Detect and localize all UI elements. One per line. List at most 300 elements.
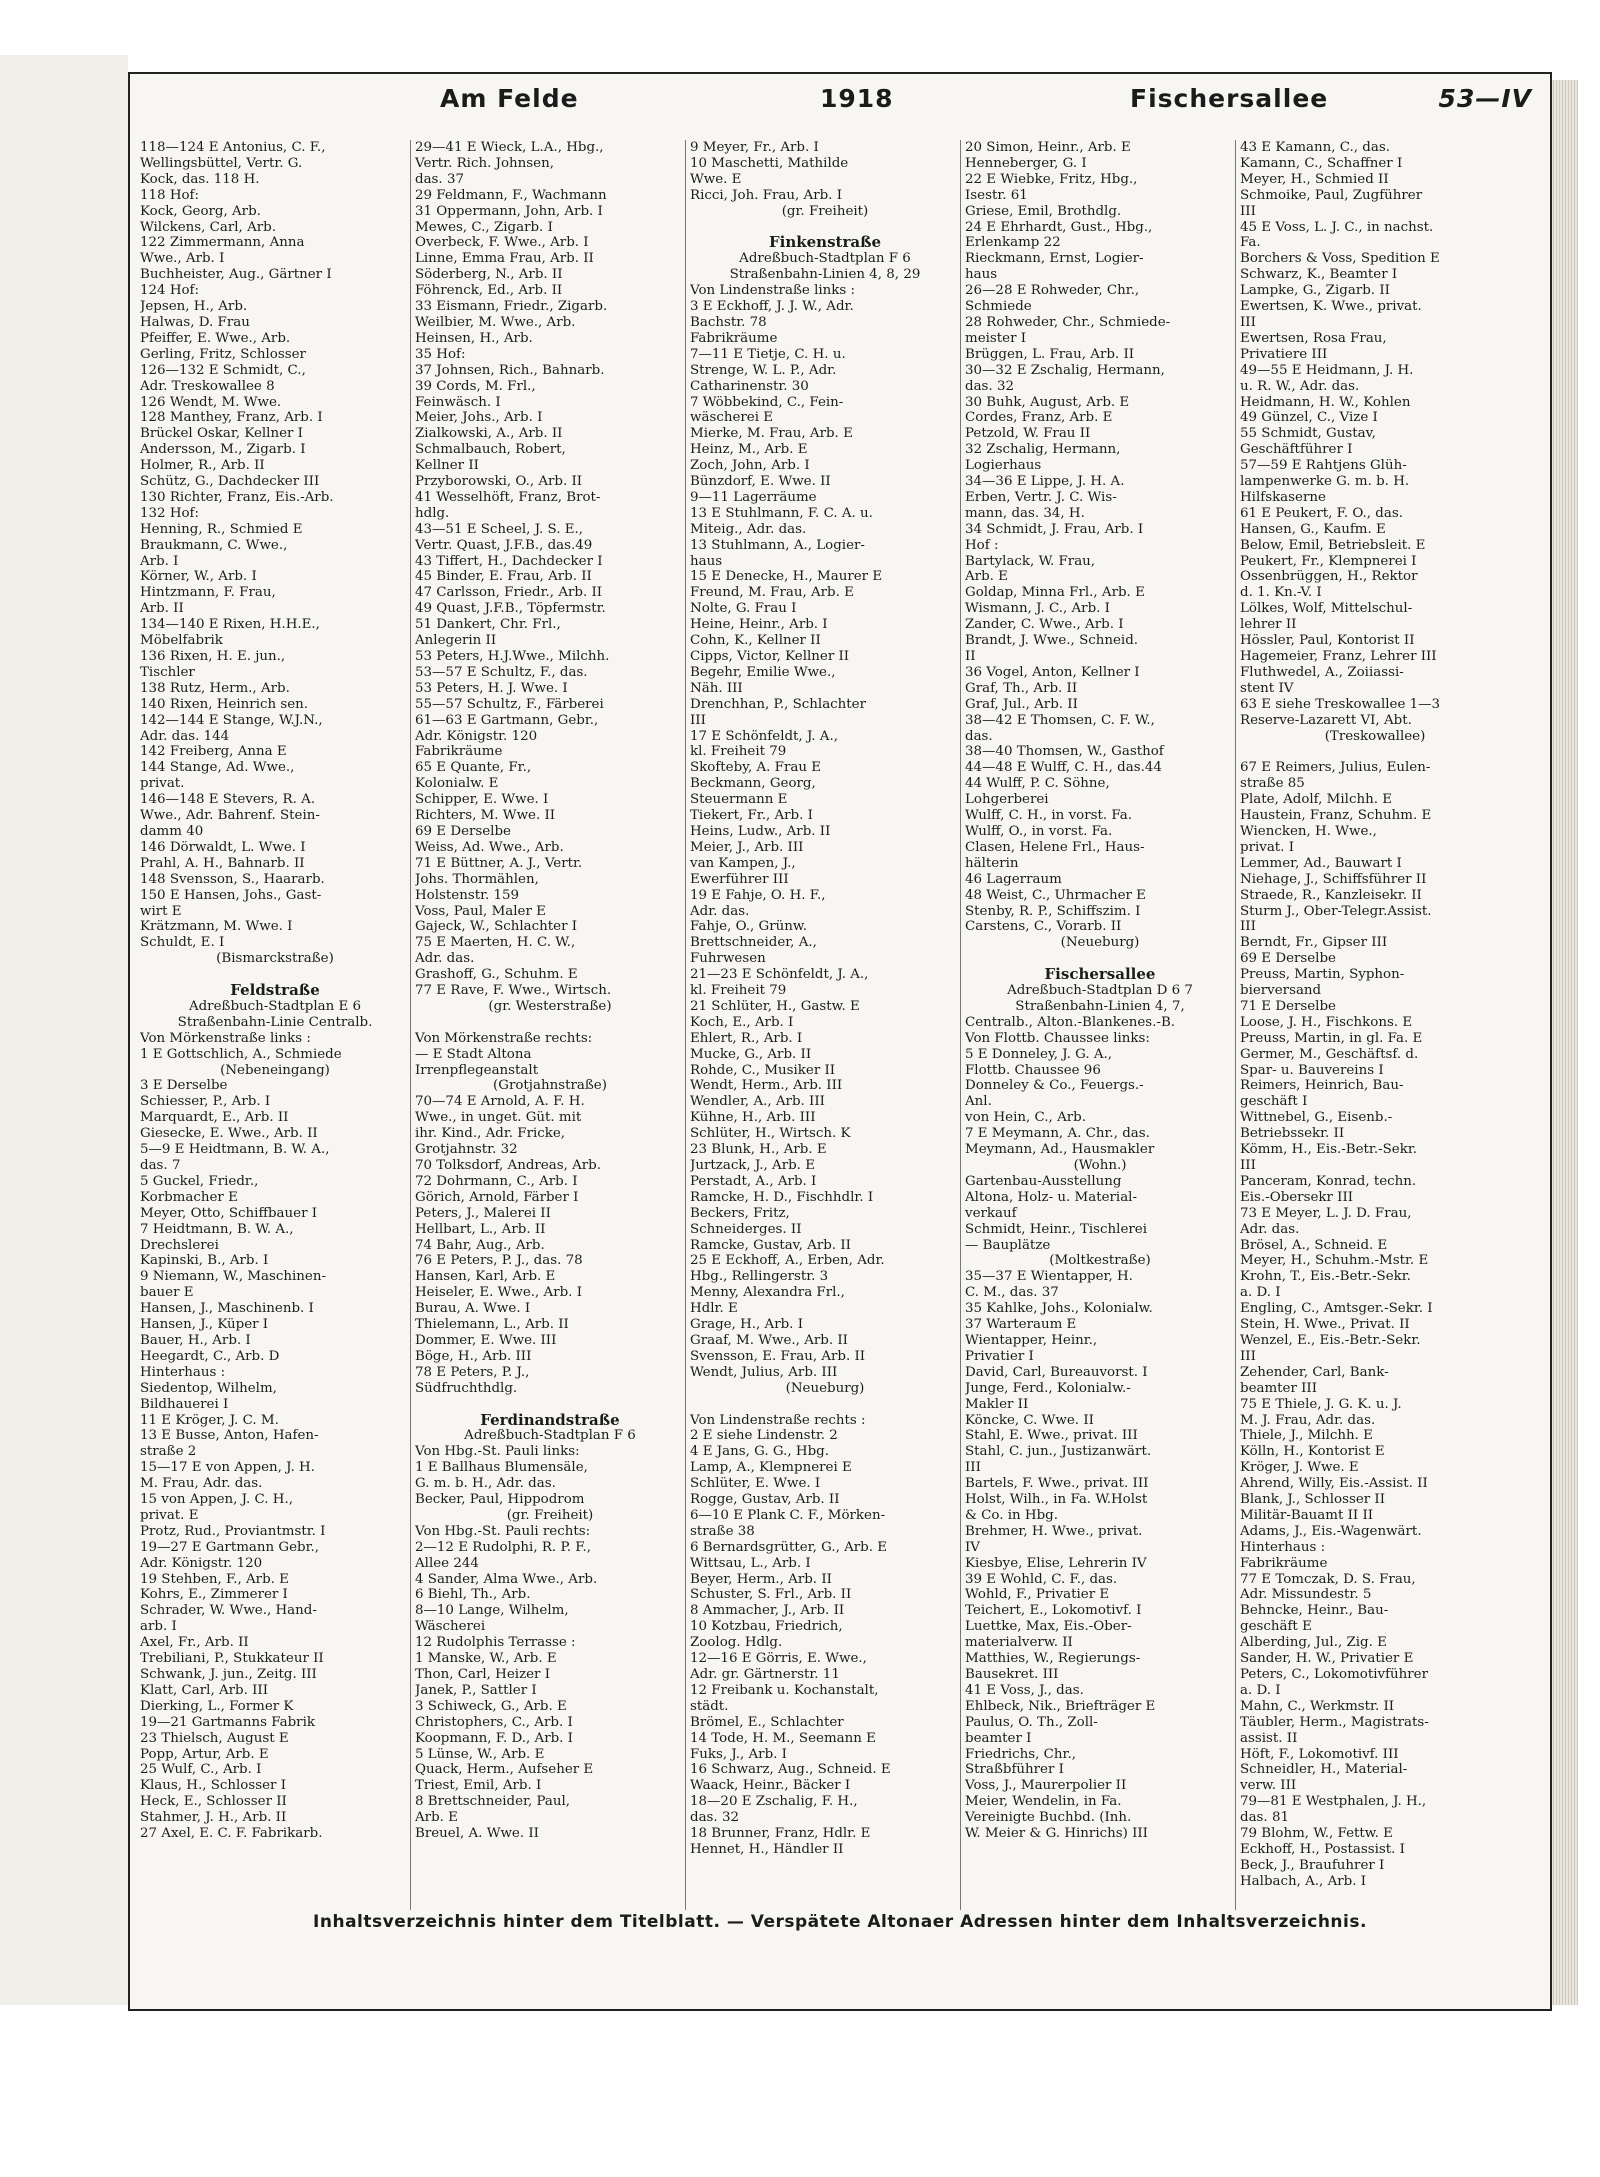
directory-line: Cohn, K., Kellner II (690, 633, 821, 649)
directory-line (140, 967, 410, 983)
directory-line: Näh. III (690, 680, 743, 696)
directory-line: Jurtzack, J., Arb. E (690, 1158, 815, 1173)
directory-line: Kömm, H., Eis.-Betr.-Sekr. (1240, 1142, 1418, 1158)
directory-line: Johs. Thormählen, (415, 871, 539, 887)
directory-line: Janek, P., Sattler I (415, 1682, 537, 1698)
directory-line: 79 Blohm, W., Fettw. E (1240, 1826, 1393, 1842)
directory-line: Ewertsen, Rosa Frau, (1240, 330, 1387, 346)
directory-line: Plate, Adolf, Milchh. E (1240, 792, 1392, 808)
directory-line: 5 E Donneley, J. G. A., (965, 1046, 1113, 1062)
directory-line: Fabrikräume (690, 330, 778, 346)
directory-line: 7 E Meymann, A. Chr., das. (965, 1126, 1150, 1142)
directory-line: Przyborowski, O., Arb. II (415, 474, 583, 490)
directory-line: Schlüter, H., Wirtsch. K (690, 1126, 851, 1142)
directory-line: (gr. Freiheit) (781, 203, 869, 219)
directory-line: Wientapper, Heinr., (965, 1332, 1098, 1348)
directory-line: III (1240, 919, 1256, 935)
directory-line: Schipper, E. Wwe. I (415, 792, 549, 808)
directory-line: Von Lindenstraße rechts : (690, 1412, 866, 1428)
column-divider (410, 140, 411, 1910)
directory-line: Ossenbrüggen, H., Rektor (1240, 569, 1418, 585)
directory-line: Täubler, Herm., Magistrats- (1240, 1714, 1429, 1730)
directory-line: 53 Peters, H.J.Wwe., Milchh. (415, 649, 610, 664)
column-divider (685, 140, 686, 1910)
directory-line: Heinsen, H., Arb. (415, 330, 533, 346)
directory-line: Holmer, R., Arb. II (140, 458, 265, 474)
directory-line: Brüggen, L. Frau, Arb. II (965, 346, 1135, 362)
directory-line (965, 951, 1235, 967)
directory-line: 55—57 Schultz, F., Färberei (415, 696, 604, 712)
column-divider (1235, 140, 1236, 1910)
directory-line: Meyer, Otto, Schiffbauer I (140, 1205, 318, 1221)
directory-line: (Moltkestraße) (1049, 1253, 1151, 1269)
directory-line: Mierke, M. Frau, Arb. E (690, 426, 853, 442)
column-4 (965, 140, 1235, 1842)
directory-line: Flottb. Chaussee 96 (965, 1062, 1101, 1078)
directory-line: M. Frau, Adr. das. (140, 1476, 263, 1492)
column-divider (960, 140, 961, 1910)
directory-line: Rogge, Gustav, Arb. II (690, 1492, 840, 1508)
directory-line: Wulff, O., in vorst. Fa. (965, 823, 1113, 839)
directory-line: Stenby, R. P., Schiffszim. I (965, 903, 1141, 919)
directory-line: Militär-Bauamt II II (1240, 1507, 1374, 1523)
directory-line: Adr. das. (690, 903, 750, 919)
directory-line: Heine, Heinr., Arb. I (690, 617, 828, 633)
directory-line: 55 Schmidt, Gustav, (1240, 426, 1376, 442)
directory-line: Reserve-Lazarett VI, Abt. (1240, 712, 1412, 728)
directory-line: Klaus, H., Schlosser I (140, 1778, 286, 1794)
directory-line: 37 Warteraum E (965, 1317, 1077, 1333)
directory-line: Fuhrwesen (690, 951, 766, 967)
directory-line: Mucke, G., Arb. II (690, 1046, 812, 1062)
directory-line: Feinwäsch. I (415, 394, 501, 410)
directory-line: Cordes, Franz, Arb. E (965, 410, 1113, 426)
directory-line: Kohrs, E., Zimmerer I (140, 1587, 288, 1603)
directory-line: Panceram, Konrad, techn. (1240, 1173, 1417, 1189)
directory-line: Arb. I (140, 553, 179, 569)
directory-line: 75 E Thiele, J. G. K. u. J. (1240, 1396, 1402, 1412)
directory-line: geschäft E (1240, 1619, 1312, 1635)
page-stack-edge (1548, 80, 1578, 2005)
directory-line: Wohld, F., Privatier E (965, 1587, 1110, 1603)
directory-line: van Kampen, J., (690, 855, 796, 871)
directory-line: 22 E Wiebke, Fritz, Hbg., (965, 171, 1138, 187)
directory-line: Meier, Johs., Arb. I (415, 410, 543, 426)
directory-line: Schneiderges. II (690, 1221, 802, 1237)
directory-line: Hdlr. E (690, 1301, 738, 1317)
directory-line: Griese, Emil, Brothdlg. (965, 203, 1122, 219)
directory-line: Heinz, M., Arb. E (690, 442, 808, 458)
directory-line: Fa. (1240, 235, 1261, 251)
directory-line: 48 Weist, C., Uhrmacher E (965, 887, 1146, 903)
page-footer: Inhaltsverzeichnis hinter dem Titelblatt. — Verspätete Altonaer Adressen hinter dem Inhaltsverzeichnis. (313, 1912, 1367, 1932)
directory-line: Eckhoff, H., Postassist. I (1240, 1841, 1405, 1857)
directory-line: Ehlert, R., Arb. I (690, 1030, 803, 1046)
directory-line: Linne, Emma Frau, Arb. II (415, 251, 594, 267)
directory-line: Quack, Herm., Aufseher E (415, 1762, 594, 1778)
directory-line: (Grotjahnstraße) (493, 1078, 607, 1094)
directory-line: 146 Dörwaldt, L. Wwe. I (140, 839, 306, 855)
directory-line: 13 Stuhlmann, A., Logier- (690, 537, 865, 553)
directory-line: 130 Richter, Franz, Eis.-Arb. (140, 489, 334, 505)
directory-line: 69 E Derselbe (1240, 951, 1336, 967)
directory-line: Ehlbeck, Nik., Briefträger E (965, 1698, 1156, 1714)
directory-line: Gerling, Fritz, Schlosser (140, 346, 306, 362)
directory-line: Bausekret. III (965, 1667, 1059, 1682)
directory-line: Ramcke, Gustav, Arb. II (690, 1237, 851, 1253)
directory-line: Brückel Oskar, Kellner I (140, 426, 303, 442)
directory-line: Arb. E (415, 1810, 458, 1826)
directory-line: III (1240, 203, 1256, 219)
header-left-street: Am Felde (440, 84, 579, 113)
directory-line: Schmoike, Paul, Zugführer (1240, 187, 1423, 203)
directory-line: ihr. Kind., Adr. Fricke, (415, 1126, 566, 1142)
directory-line: 34—36 E Lippe, J. H. A. (965, 474, 1125, 490)
directory-line: Bartylack, W. Frau, (965, 553, 1096, 569)
directory-line: mann, das. 34, H. (965, 505, 1085, 521)
directory-line: Fluthwedel, A., Zoiiassi- (1240, 664, 1404, 680)
directory-line: Thon, Carl, Heizer I (415, 1667, 550, 1682)
directory-line: Schmalbauch, Robert, (415, 442, 566, 458)
directory-line: a. D. I (1240, 1285, 1281, 1301)
directory-line: Halwas, D. Frau (140, 314, 250, 330)
directory-line: Krohn, T., Eis.-Betr.-Sekr. (1240, 1269, 1411, 1285)
directory-line: Hinterhaus : (1240, 1539, 1326, 1555)
directory-line: Andersson, M., Zigarb. I (140, 442, 306, 458)
directory-line: Behncke, Heinr., Bau- (1240, 1603, 1389, 1619)
directory-line: 5 Lünse, W., Arb. E (415, 1746, 545, 1762)
directory-line: Matthies, W., Regierungs- (965, 1651, 1141, 1667)
directory-line: Straßbführer I (965, 1762, 1064, 1778)
directory-line: Beckers, Fritz, (690, 1205, 790, 1221)
directory-line: Gajeck, W., Schlachter I (415, 919, 578, 935)
directory-line: 79—81 E Westphalen, J. H., (1240, 1794, 1427, 1810)
directory-line: Stahl, C. jun., Justizanwärt. (965, 1444, 1152, 1460)
directory-line: Wittnebel, G., Eisenb.- (1240, 1110, 1393, 1126)
directory-line: 35 Kahlke, Johs., Kolonialw. (965, 1301, 1153, 1317)
directory-line: 70 Tolksdorf, Andreas, Arb. (415, 1158, 602, 1173)
directory-line: Hof : (965, 537, 999, 553)
directory-line: Makler II (965, 1396, 1029, 1412)
directory-line: Stahl, E. Wwe., privat. III (965, 1428, 1138, 1444)
directory-line: Drechslerei (140, 1237, 219, 1253)
directory-line: Pfeiffer, E. Wwe., Arb. (140, 330, 291, 346)
directory-line: 2—12 E Rudolphi, R. P. F., (415, 1539, 591, 1555)
directory-line: Brehmer, H. Wwe., privat. (965, 1523, 1143, 1539)
directory-line: 142—144 E Stange, W.J.N., (140, 712, 323, 728)
directory-line: 28 Rohweder, Chr., Schmiede- (965, 314, 1171, 330)
directory-line: Meyer, H., Schmied II (1240, 171, 1389, 187)
directory-line: Hagemeier, Franz, Lehrer III (1240, 649, 1437, 664)
directory-line: Drenchhan, P., Schlachter (690, 696, 867, 712)
directory-line: Hennet, H., Händler II (690, 1841, 844, 1857)
directory-line: 46 Lagerraum (965, 871, 1062, 887)
directory-line: II (965, 649, 976, 664)
directory-line: stent IV (1240, 680, 1294, 696)
left-page-edge (0, 55, 128, 2005)
column-5 (1240, 140, 1510, 1890)
directory-line: Peukert, Fr., Klempnerei I (1240, 553, 1417, 569)
directory-line: 57—59 E Rahtjens Glüh- (1240, 458, 1407, 474)
directory-line: 44—48 E Wulff, C. H., das.44 (965, 760, 1162, 776)
directory-line: Wwe., Arb. I (140, 251, 225, 267)
directory-line: Thiele, J., Milchh. E (1240, 1428, 1373, 1444)
directory-line: — E Stadt Altona (415, 1046, 532, 1062)
directory-line: verw. III (1240, 1778, 1297, 1794)
directory-line: Protz, Rud., Proviantmstr. I (140, 1523, 326, 1539)
directory-line: Mahn, C., Werkmstr. II (1240, 1698, 1395, 1714)
directory-line: Heck, E., Schlosser II (140, 1794, 287, 1810)
directory-line: Lölkes, Wolf, Mittelschul- (1240, 601, 1413, 617)
directory-line: Meyer, H., Schuhm.-Mstr. E (1240, 1253, 1429, 1269)
directory-line: Overbeck, F. Wwe., Arb. I (415, 235, 589, 251)
directory-line: Steuermann E (690, 792, 788, 808)
header-year: 1918 (820, 84, 894, 113)
directory-line: hälterin (965, 855, 1019, 871)
directory-line: Wenzel, E., Eis.-Betr.-Sekr. (1240, 1332, 1421, 1348)
directory-line: Nolte, G. Frau I (690, 601, 797, 617)
directory-line: Burau, A. Wwe. I (415, 1301, 531, 1317)
directory-line: arb. I (140, 1619, 177, 1635)
directory-line: Kolonialw. E (415, 776, 499, 792)
directory-line: Allee 244 (415, 1555, 479, 1571)
directory-line: Görich, Arnold, Färber I (415, 1189, 579, 1205)
directory-line: Finkenstraße (768, 235, 882, 252)
directory-line: Von Hbg.-St. Pauli rechts: (415, 1523, 591, 1539)
directory-line: Svensson, E. Frau, Arb. II (690, 1348, 866, 1364)
directory-line: 10 Kotzbau, Friedrich, (690, 1619, 843, 1635)
directory-line: Grotjahnstr. 32 (415, 1142, 518, 1158)
directory-line: assist. II (1240, 1730, 1298, 1746)
directory-line: Stein, H. Wwe., Privat. II (1240, 1317, 1410, 1333)
directory-line: haus (690, 553, 723, 569)
directory-line: Hansen, J., Küper I (140, 1317, 269, 1333)
directory-line: straße 2 (140, 1444, 197, 1460)
directory-line: Klatt, Carl, Arb. III (140, 1682, 268, 1698)
directory-line: 35 Hof: (415, 346, 466, 362)
directory-line: Braukmann, C. Wwe., (140, 537, 288, 553)
directory-line: 7 Wöbbekind, C., Fein- (690, 394, 844, 410)
directory-line: Vertr. Rich. Johnsen, (415, 155, 554, 171)
directory-line: Adams, J., Eis.-Wagenwärt. (1240, 1523, 1422, 1539)
directory-line: Von Flottb. Chaussee links: (965, 1030, 1150, 1046)
directory-line: 9 Niemann, W., Maschinen- (140, 1269, 327, 1285)
directory-line: 12—16 E Görris, E. Wwe., (690, 1651, 867, 1667)
directory-line: 63 E siehe Treskowallee 1—3 (1240, 696, 1441, 712)
directory-line: Sander, H. W., Privatier E (1240, 1651, 1414, 1667)
directory-line: Waack, Heinr., Bäcker I (690, 1778, 851, 1794)
directory-line: 138 Rutz, Herm., Arb. (140, 680, 290, 696)
directory-line: Miteig., Adr. das. (690, 521, 807, 537)
directory-line: 1 E Gottschlich, A., Schmiede (140, 1046, 342, 1062)
directory-line: Dierking, L., Former K (140, 1698, 294, 1714)
directory-line: Föhrenck, Ed., Arb. II (415, 283, 563, 299)
directory-line: Gartenbau-Ausstellung (965, 1173, 1122, 1189)
directory-line: Germer, M., Geschäftsf. d. (1240, 1046, 1419, 1062)
directory-line: Wendt, Julius, Arb. III (690, 1364, 838, 1380)
directory-line: d. 1. Kn.-V. I (1240, 585, 1322, 601)
directory-line: das. 32 (690, 1810, 739, 1826)
directory-line: Fahje, O., Grünw. (690, 919, 808, 935)
directory-line: Vereinigte Buchbd. (Inh. (965, 1810, 1132, 1826)
directory-line: Mewes, C., Zigarb. I (415, 219, 553, 235)
directory-line: 53 Peters, H. J. Wwe. I (415, 680, 568, 696)
directory-line: 13 E Busse, Anton, Hafen- (140, 1428, 319, 1444)
directory-line: Wilckens, Carl, Arb. (140, 219, 276, 235)
directory-line: 128 Manthey, Franz, Arb. I (140, 410, 323, 426)
directory-line: von Hein, C., Arb. (965, 1110, 1086, 1126)
directory-line: 13 E Stuhlmann, F. C. A. u. (690, 505, 873, 521)
directory-line: haus (965, 267, 998, 283)
directory-line: III (965, 1460, 981, 1476)
directory-line: Richters, M. Wwe. II (415, 808, 556, 824)
directory-line: Logierhaus (965, 458, 1042, 474)
directory-line: Straßenbahn-Linien 4, 8, 29 (729, 267, 921, 283)
directory-line: 69 E Derselbe (415, 823, 511, 839)
directory-line: beamter I (965, 1730, 1032, 1746)
directory-line: Hellbart, L., Arb. II (415, 1221, 546, 1237)
directory-line: Thielemann, L., Arb. II (415, 1317, 569, 1333)
directory-line: Haustein, Franz, Schuhm. E (1240, 808, 1432, 824)
directory-line: Adreßbuch-Stadtplan F 6 (464, 1428, 636, 1444)
directory-line: Straßenbahn-Linien 4, 7, (1015, 998, 1185, 1014)
directory-line: Freund, M. Frau, Arb. E (690, 585, 854, 601)
directory-line: 132 Hof: (140, 505, 200, 521)
directory-line: 9 Meyer, Fr., Arb. I (690, 140, 819, 155)
page-header (130, 74, 1550, 134)
directory-line: 35—37 E Wientapper, H. (965, 1269, 1133, 1285)
directory-line: 19—21 Gartmanns Fabrik (140, 1714, 315, 1730)
directory-line: Köncke, C. Wwe. II (965, 1412, 1094, 1428)
directory-line: 19 E Fahje, O. H. F., (690, 887, 826, 903)
directory-line: damm 40 (140, 823, 204, 839)
directory-line: 122 Zimmermann, Anna (140, 235, 305, 251)
directory-line: Schuster, S. Frl., Arb. II (690, 1587, 852, 1603)
directory-line: das. 32 (965, 378, 1014, 394)
directory-line: a. D. I (1240, 1682, 1281, 1698)
directory-line: Friedrichs, Chr., (965, 1746, 1076, 1762)
directory-line: Brömel, E., Schlachter (690, 1714, 844, 1730)
directory-line: Privatiere III (1240, 346, 1328, 362)
directory-line: Below, Emil, Betriebsleit. E (1240, 537, 1426, 553)
directory-line: Axel, Fr., Arb. II (140, 1635, 249, 1651)
directory-line: wirt E (140, 903, 182, 919)
directory-line: kl. Freiheit 79 (690, 983, 787, 999)
directory-line: 51 Dankert, Chr. Frl., (415, 617, 561, 633)
directory-line: Alberding, Jul., Zig. E (1240, 1635, 1387, 1651)
directory-line: III (690, 712, 706, 728)
directory-line: Isestr. 61 (965, 187, 1028, 203)
directory-line: u. R. W., Adr. das. (1240, 378, 1360, 394)
directory-line: Marquardt, E., Arb. II (140, 1110, 289, 1126)
directory-line: Privatier I (965, 1348, 1034, 1364)
directory-line: Sturm J., Ober-Telegr.Assist. (1240, 903, 1432, 919)
directory-line: Wwe. E (690, 171, 742, 187)
directory-line: 70—74 E Arnold, A. F. H. (415, 1094, 585, 1110)
directory-line: Fabrikräume (1240, 1555, 1328, 1571)
directory-line: Henning, R., Schmied E (140, 521, 303, 537)
directory-line: Lamp, A., Klempnerei E (690, 1460, 852, 1476)
directory-line: privat. I (1240, 839, 1294, 855)
directory-line: 65 E Quante, Fr., (415, 760, 532, 776)
directory-line: 5 Guckel, Friedr., (140, 1173, 259, 1189)
directory-line: Hilfskaserne (1240, 489, 1326, 505)
directory-line: 150 E Hansen, Johs., Gast- (140, 887, 322, 903)
directory-line: Wismann, J. C., Arb. I (965, 601, 1110, 617)
directory-line: 75 E Maerten, H. C. W., (415, 935, 576, 951)
directory-line: 45 Binder, E. Frau, Arb. II (415, 569, 592, 585)
directory-line: Brösel, A., Schneid. E (1240, 1237, 1388, 1253)
directory-line: 76 E Peters, P. J., das. 78 (415, 1253, 583, 1269)
directory-line: Carstens, C., Vorarb. II (965, 919, 1122, 935)
directory-line (415, 1015, 685, 1031)
directory-line: (gr. Westerstraße) (488, 998, 612, 1014)
directory-line: Heegardt, C., Arb. D (140, 1348, 280, 1364)
directory-line: Peters, C., Lokomotivführer (1240, 1667, 1429, 1682)
directory-line: Berndt, Fr., Gipser III (1240, 935, 1388, 951)
directory-line: Borchers & Voss, Spedition E (1240, 251, 1440, 267)
directory-line: Zoch, John, Arb. I (690, 458, 810, 474)
directory-line: Schrader, W. Wwe., Hand- (140, 1603, 317, 1619)
directory-line: 3 E Eckhoff, J. J. W., Adr. (690, 299, 854, 315)
directory-line: Paulus, O. Th., Zoll- (965, 1714, 1098, 1730)
directory-line: Heidmann, H. W., Kohlen (1240, 394, 1411, 410)
directory-line: bierversand (1240, 983, 1322, 999)
directory-line: 15—17 E von Appen, J. H. (140, 1460, 315, 1476)
directory-line: Popp, Artur, Arb. E (140, 1746, 269, 1762)
directory-line: Heins, Ludw., Arb. II (690, 823, 831, 839)
directory-line: Altona, Holz- u. Material- (965, 1189, 1137, 1205)
directory-line: Beckmann, Georg, (690, 776, 816, 792)
directory-line: Goldap, Minna Frl., Arb. E (965, 585, 1145, 601)
directory-line: 21 Schlüter, H., Gastw. E (690, 998, 860, 1014)
directory-line: III (1240, 314, 1256, 330)
directory-line: 7—11 E Tietje, C. H. u. (690, 346, 846, 362)
directory-line: 41 Wesselhöft, Franz, Brot- (415, 489, 601, 505)
directory-line: Preuss, Martin, Syphon- (1240, 967, 1405, 983)
directory-line: 72 Dohrmann, C., Arb. I (415, 1173, 578, 1189)
directory-line: Christophers, C., Arb. I (415, 1714, 573, 1730)
directory-line: Wendt, Herm., Arb. III (690, 1078, 843, 1094)
directory-line: 118—124 E Antonius, C. F., (140, 140, 326, 155)
directory-line: Prahl, A. H., Bahnarb. II (140, 855, 305, 871)
directory-line: 6 Bernardsgrütter, G., Arb. E (690, 1539, 888, 1555)
directory-line: IV (965, 1539, 980, 1555)
directory-line: Graaf, M. Wwe., Arb. II (690, 1332, 848, 1348)
directory-line: Straßenbahn-Linie Centralb. (177, 1014, 373, 1030)
directory-line: 24 E Ehrhardt, Gust., Hbg., (965, 219, 1153, 235)
directory-line: M. J. Frau, Adr. das. (1240, 1412, 1376, 1428)
directory-line: meister I (965, 330, 1027, 346)
directory-line: 29—41 E Wieck, L.A., Hbg., (415, 140, 604, 155)
directory-line: privat. (140, 776, 185, 792)
directory-line: Krätzmann, M. Wwe. I (140, 919, 293, 935)
directory-line: 148 Svensson, S., Haararb. (140, 871, 325, 887)
directory-line: III (1240, 1348, 1256, 1364)
directory-line: Bildhauerei I (140, 1396, 229, 1412)
directory-line: Beck, J., Braufuhrer I (1240, 1857, 1385, 1873)
directory-line: Henneberger, G. I (965, 155, 1087, 171)
directory-line: lampenwerke G. m. b. H. (1240, 474, 1410, 490)
directory-line: Rohde, C., Musiker II (690, 1062, 836, 1078)
directory-line: 36 Vogel, Anton, Kellner I (965, 664, 1140, 680)
directory-line: Luettke, Max, Eis.-Ober- (965, 1619, 1132, 1635)
directory-line: 7 Heidtmann, B. W. A., (140, 1221, 294, 1237)
directory-line: 41 E Voss, J., das. (965, 1682, 1084, 1698)
directory-line: Ahrend, Willy, Eis.-Assist. II (1240, 1476, 1428, 1492)
directory-line: Meymann, Ad., Hausmakler (965, 1142, 1155, 1158)
directory-line: 77 E Tomczak, D. S. Frau, (1240, 1571, 1416, 1587)
